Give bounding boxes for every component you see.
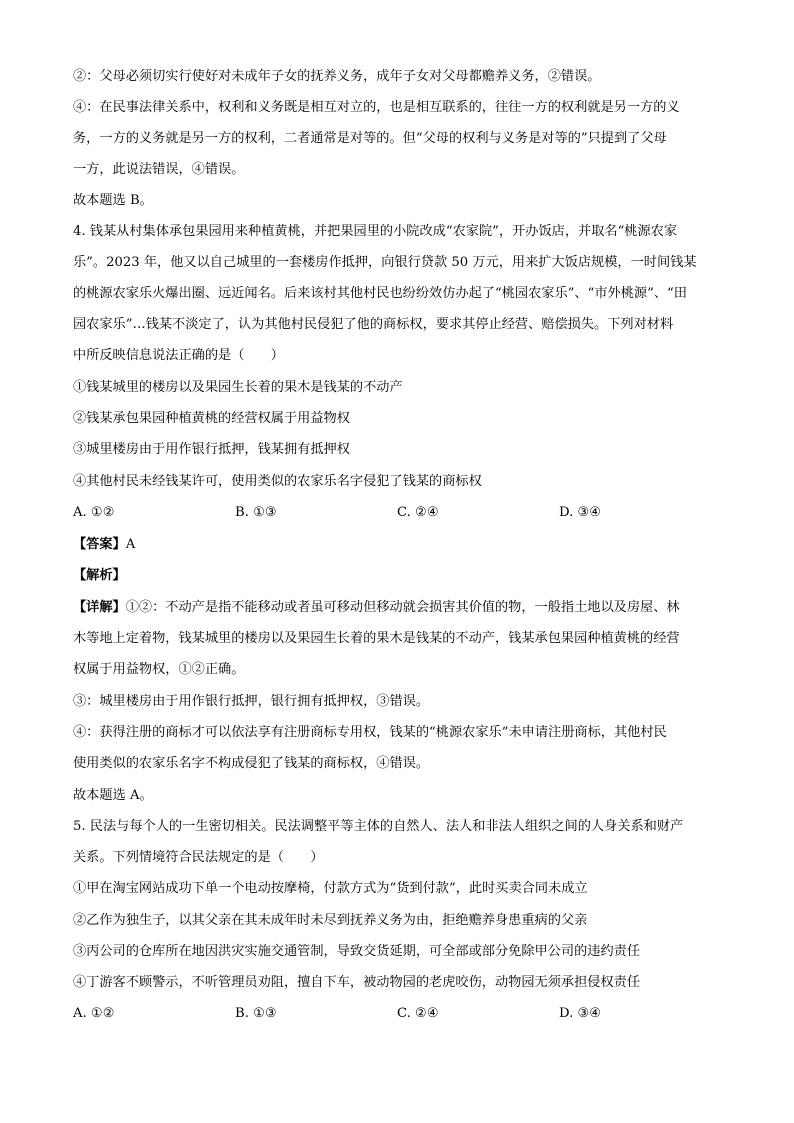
text-line: 务，一方的义务就是另一方的权利，二者通常是对等的。但“父母的权利与义务是对等的”只提到了父母	[73, 131, 667, 146]
detail-line	[73, 598, 723, 618]
text-line: ④：在民事法律关系中，权利和义务既是相互对立的，也是相互联系的，往往一方的权利就是另一方的义	[73, 100, 680, 115]
question-4-statement-4: ④其他村民未经钱某许可，使用类似的农家乐名字侵犯了钱某的商标权	[73, 474, 482, 489]
conclusion-line: 故本题选 B。	[73, 193, 153, 208]
detail-line: 权属于用益物权，①②正确。	[73, 662, 245, 677]
option-c: C. ②④	[397, 1006, 439, 1021]
option-c: C. ②④	[397, 505, 439, 520]
detail-line: 使用类似的农家乐名字不构成侵犯了钱某的商标权，④错误。	[73, 756, 430, 771]
detail-text: ①②：不动产是指不能移动或者虽可移动但移动就会损害其价值的物，一般指土地以及房屋、林	[125, 600, 680, 615]
question-4-stem: 园农家乐”…钱某不淡定了，认为其他村民侵犯了他的商标权，要求其停止经营、赔偿损失。下列对材料	[73, 317, 674, 332]
detail-line: ④：获得注册的商标才可以依法享有注册商标专用权，钱某的“桃源农家乐”未申请注册商标，其他村民	[73, 725, 667, 740]
question-5-stem: 5. 民法与每个人的一生密切相关。民法调整平等主体的自然人、法人和非法人组织之间的人身关系和财产	[73, 819, 684, 834]
question-5-stem: 关系。下列情境符合民法规定的是（ ）	[73, 850, 324, 865]
question-4-statement-3: ③城里楼房由于用作银行抵押，钱某拥有抵押权	[73, 442, 350, 457]
answer-tag: 【答案】	[73, 537, 126, 552]
question-4-options	[73, 503, 723, 523]
option-a: A. ①②	[73, 505, 115, 520]
question-4-statement-1: ①钱某城里的楼房以及果园生长着的果木是钱某的不动产	[73, 380, 403, 395]
question-4-stem: 中所反映信息说法正确的是（ ）	[73, 348, 284, 363]
question-5-statement-3: ③丙公司的仓库所在地因洪灾实施交通管制，导致交货延期，可全部或部分免除甲公司的违约责任	[73, 944, 641, 959]
detail-line: 木等地上定着物，钱某城里的楼房以及果园生长着的果木是钱某的不动产，钱某承包果园种植黄桃的经营	[73, 631, 680, 646]
option-b: B. ①③	[235, 505, 277, 520]
option-d: D. ③④	[559, 505, 602, 520]
text-line: ②：父母必须切实行使好对未成年子女的抚养义务，成年子女对父母都赡养义务，②错误。	[73, 69, 601, 84]
conclusion-line: 故本题选 A。	[73, 788, 153, 803]
question-4-stem: 乐”。2023 年，他又以自己城里的一套楼房作抵押，向银行贷款 50 万元，用来扩大饭店规模，一时间钱某	[73, 255, 697, 270]
question-5-statement-4: ④丁游客不顾警示，不听管理员劝阻，擅自下车，被动物园的老虎咬伤，动物园无须承担侵权责任	[73, 975, 641, 990]
answer-line	[73, 535, 723, 555]
question-4-statement-2: ②钱某承包果园种植黄桃的经营权属于用益物权	[73, 411, 350, 426]
question-5-options	[73, 1004, 723, 1024]
question-4-stem: 的桃源农家乐火爆出圈、远近闻名。后来该村其他村民也纷纷效仿办起了“桃园农家乐”、“市外桃源”、“田	[73, 286, 687, 301]
text-line: 一方，此说法错误，④错误。	[73, 162, 245, 177]
detail-tag: 【详解】	[73, 600, 126, 615]
detail-line: ③：城里楼房由于用作银行抵押，银行拥有抵押权，③错误。	[73, 694, 430, 709]
question-4-stem: 4. 钱某从村集体承包果园用来种植黄桃，并把果园里的小院改成“农家院”，开办饭店，并取名“桃源农家	[73, 224, 678, 239]
question-5-statement-1: ①甲在淘宝网站成功下单一个电动按摩椅，付款方式为“货到付款”，此时买卖合同未成立	[73, 881, 588, 896]
answer-value: A	[125, 537, 136, 552]
option-b: B. ①③	[235, 1006, 277, 1021]
option-d: D. ③④	[559, 1006, 602, 1021]
question-5-statement-2: ②乙作为独生子，以其父亲在其未成年时未尽到抚养义务为由，拒绝赡养身患重病的父亲	[73, 913, 588, 928]
analysis-tag: 【解析】	[73, 568, 126, 583]
option-a: A. ①②	[73, 1006, 115, 1021]
